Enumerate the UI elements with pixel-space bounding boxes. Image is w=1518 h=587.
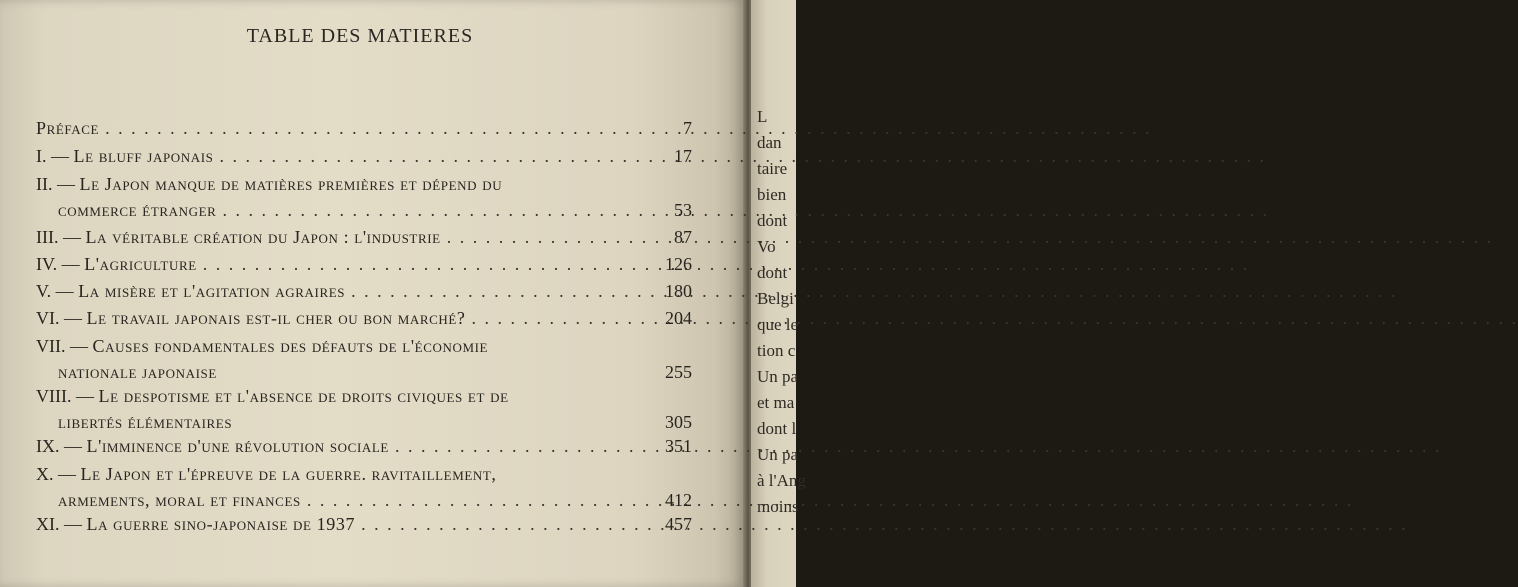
facing-page-line: et ma bbox=[757, 393, 795, 412]
chapter-number: VIII. — bbox=[36, 386, 94, 406]
toc-page-number: 255 bbox=[665, 362, 692, 382]
chapter-number: X. — bbox=[36, 464, 76, 484]
toc-entry-8 bbox=[36, 386, 692, 432]
toc-entry-title: Le despotisme et l'absence de droits civiques et de bbox=[98, 386, 509, 406]
toc-entry-title-continued: nationale japonaise bbox=[58, 362, 217, 382]
toc-entry-title-continued: armements, moral et finances bbox=[58, 490, 301, 510]
toc-page-number: 457 bbox=[665, 514, 692, 534]
chapter-number: IX. — bbox=[36, 436, 82, 456]
toc-entry-9 bbox=[36, 436, 692, 456]
toc-entry-4 bbox=[36, 254, 692, 274]
chapter-number: VII. — bbox=[36, 336, 88, 356]
chapter-number: II. — bbox=[36, 174, 75, 194]
toc-page-number: 87 bbox=[674, 227, 692, 247]
facing-page-line: dont l bbox=[757, 419, 797, 438]
dot-leader bbox=[361, 514, 636, 534]
chapter-number: I. — bbox=[36, 146, 69, 166]
toc-page-number: 53 bbox=[674, 200, 692, 220]
toc-entry-3 bbox=[36, 227, 692, 247]
toc-heading: TABLE DES MATIERES bbox=[246, 25, 474, 47]
toc-entry-10 bbox=[36, 464, 692, 510]
facing-page-line: Belgi bbox=[757, 289, 794, 308]
dot-leader bbox=[447, 227, 636, 247]
chapter-number: XI. — bbox=[36, 514, 82, 534]
facing-page-line: Un pa bbox=[757, 367, 799, 386]
facing-page-line: dont bbox=[757, 211, 788, 230]
toc-entry-title: Causes fondamentales des défauts de l'économie bbox=[92, 336, 489, 356]
facing-page-line: bien bbox=[757, 185, 787, 204]
toc-page-number: 412 bbox=[665, 490, 692, 510]
toc-entry-2 bbox=[36, 174, 692, 220]
toc-page-number: 204 bbox=[665, 308, 692, 328]
dot-leader bbox=[351, 281, 636, 301]
toc-entry-title: La guerre sino-japonaise de 1937 bbox=[86, 514, 356, 534]
toc-entry-title-continued: libertés élémentaires bbox=[58, 412, 233, 432]
toc-entry-7 bbox=[36, 336, 692, 382]
toc-page-number: 305 bbox=[665, 412, 692, 432]
toc-entry-title: L'agriculture bbox=[84, 254, 197, 274]
toc-entry-title: Le bluff japonais bbox=[73, 146, 214, 166]
toc-page-number: 7 bbox=[683, 118, 692, 138]
dot-leader bbox=[203, 254, 636, 274]
chapter-number: IV. — bbox=[36, 254, 80, 274]
facing-page-line: Vo bbox=[757, 237, 776, 256]
dot-leader bbox=[220, 146, 637, 166]
toc-entry-title: Préface bbox=[36, 118, 100, 138]
toc-page-number: 351 bbox=[665, 436, 692, 456]
chapter-number: III. — bbox=[36, 227, 81, 247]
chapter-number: VI. — bbox=[36, 308, 82, 328]
dot-leader bbox=[472, 308, 636, 328]
dot-leader bbox=[307, 490, 636, 510]
dot-leader bbox=[395, 436, 636, 456]
toc-entry-11 bbox=[36, 514, 692, 534]
toc-page-number: 180 bbox=[665, 281, 692, 301]
facing-page-line: tion c bbox=[757, 341, 796, 360]
facing-page-line: taire bbox=[757, 159, 788, 178]
toc-entry-preface bbox=[36, 118, 692, 138]
toc-entry-title: Le Japon et l'épreuve de la guerre. ravitaillement, bbox=[80, 464, 497, 484]
chapter-number: V. — bbox=[36, 281, 74, 301]
facing-page-line: dan bbox=[757, 133, 782, 152]
toc-entry-1 bbox=[36, 146, 692, 166]
facing-page-line: moins bbox=[757, 497, 799, 516]
toc-entry-6 bbox=[36, 308, 692, 328]
toc-entry-title-continued: commerce étranger bbox=[58, 200, 217, 220]
toc-entry-title: Le travail japonais est-il cher ou bon marché? bbox=[86, 308, 466, 328]
dot-leader bbox=[222, 200, 636, 220]
toc-entry-title: L'imminence d'une révolution sociale bbox=[86, 436, 389, 456]
toc-entry-title: La véritable création du Japon : l'industrie bbox=[85, 227, 441, 247]
facing-page-line: à l'Ang bbox=[757, 471, 806, 490]
dot-leader bbox=[105, 118, 636, 138]
facing-page-line: dont bbox=[757, 263, 788, 282]
facing-page-line: que le bbox=[757, 315, 799, 334]
facing-page-line: Un pa bbox=[757, 445, 799, 464]
facing-page-line: L bbox=[757, 107, 768, 126]
toc-page-number: 126 bbox=[665, 254, 692, 274]
toc-entry-title: Le Japon manque de matières premières et dépend du bbox=[79, 174, 503, 194]
toc-entry-title: La misère et l'agitation agraires bbox=[78, 281, 346, 301]
toc-entry-5 bbox=[36, 281, 692, 301]
toc-page-number: 17 bbox=[674, 146, 692, 166]
